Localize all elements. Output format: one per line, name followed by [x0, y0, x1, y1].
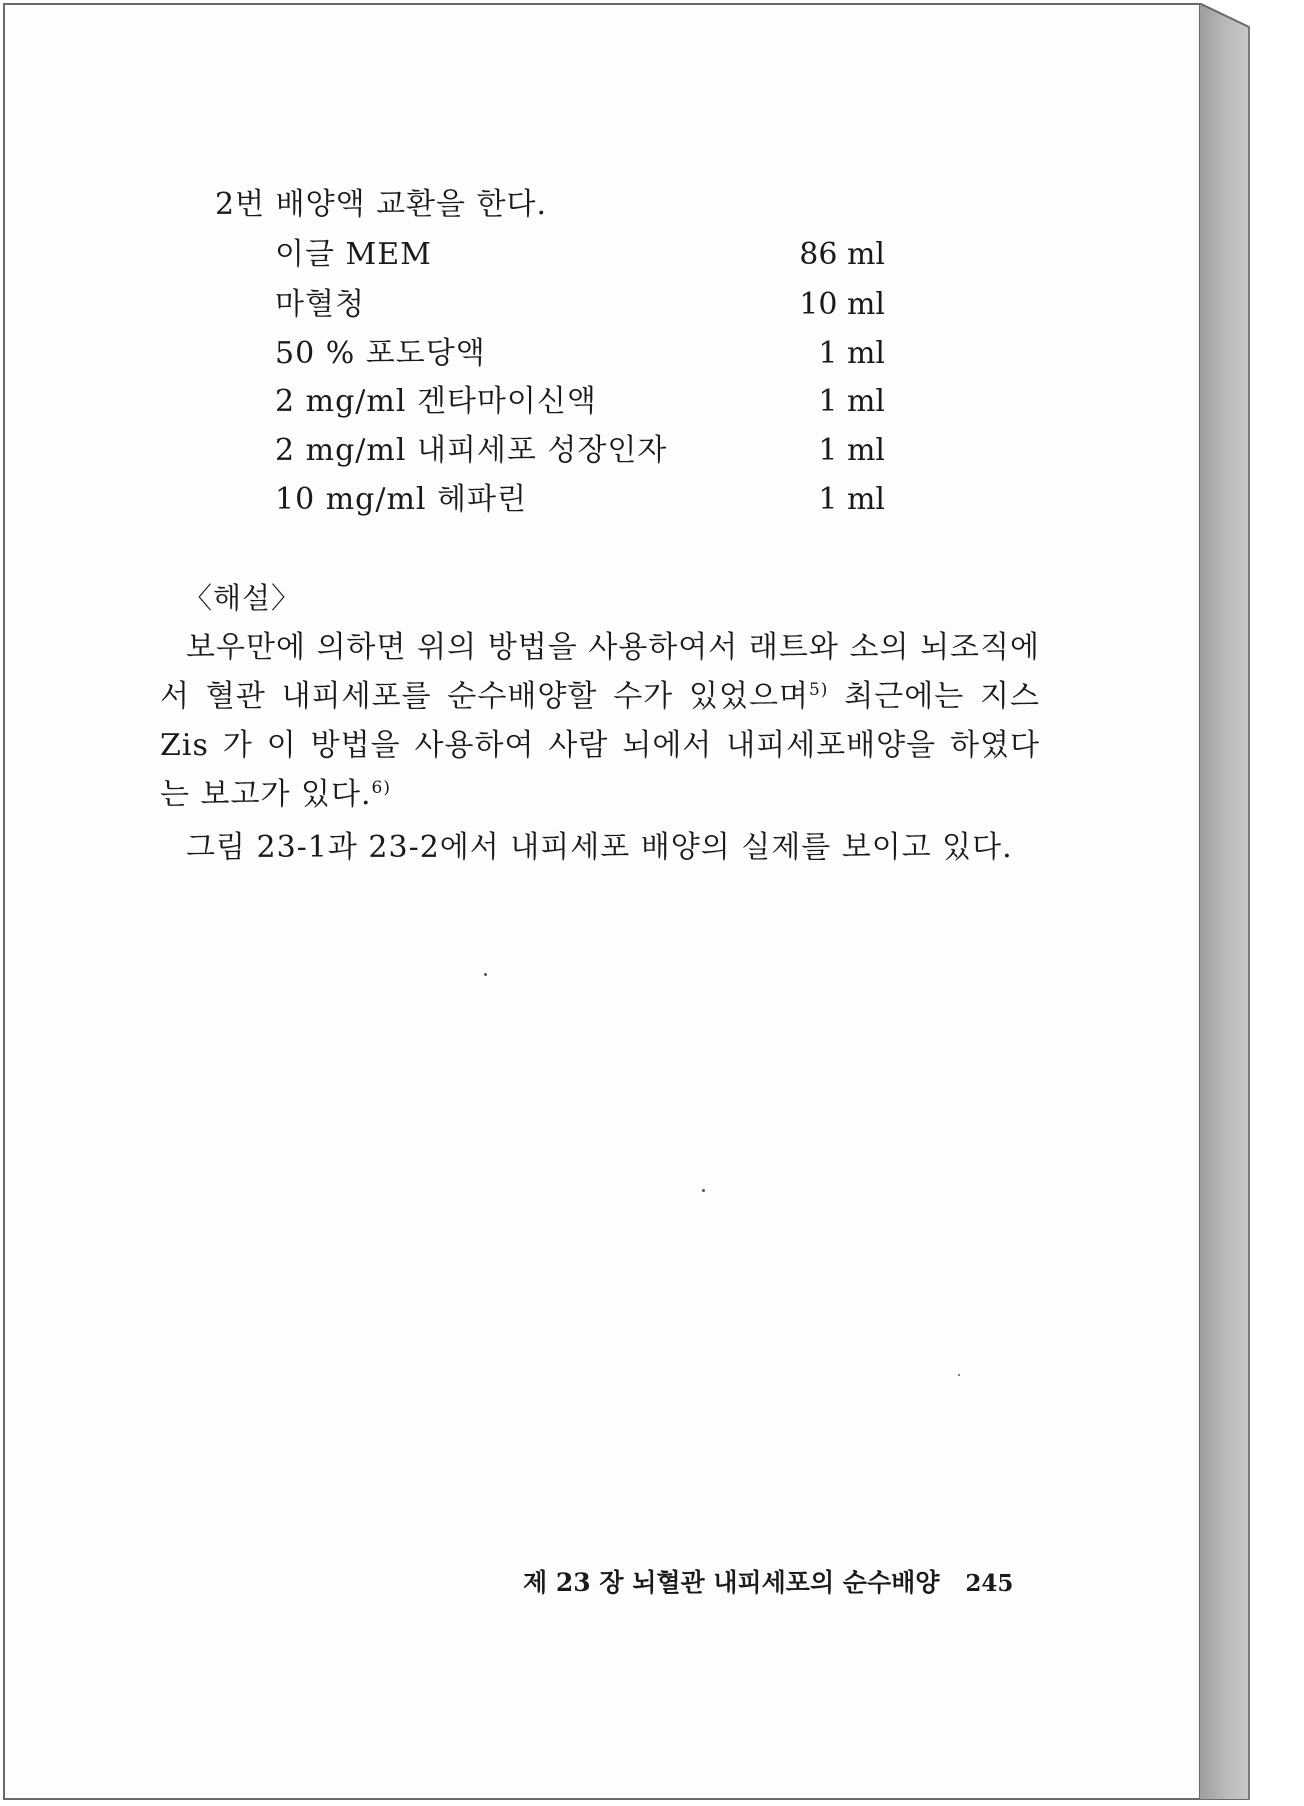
figure-reference-paragraph: 그림 23-1과 23-2에서 내피세포 배양의 실제를 보이고 있다.	[186, 830, 1013, 865]
recipe-row	[275, 283, 885, 327]
recipe-row	[275, 380, 885, 424]
print-speck	[702, 1189, 705, 1192]
ingredient-name: 이글 MEM	[275, 237, 432, 272]
ingredient-name: 10 mg/ml 헤파린	[275, 482, 527, 517]
reference-marker: 6)	[371, 778, 391, 798]
paragraph-text: 보우만에 의하면 위의 방법을 사용하여서 래트와 소의 뇌조직에서 혈관 내피세포를 순수배양할 수가 있었으며	[160, 630, 1040, 714]
page-footer	[523, 1565, 1013, 1602]
ingredient-amount: 1 ml	[818, 433, 885, 468]
ingredient-name: 2 mg/ml 겐타마이신액	[275, 384, 597, 419]
intro-line: 2번 배양액 교환을 한다.	[215, 187, 548, 222]
book-edge-shape	[1199, 3, 1295, 1800]
print-speck	[958, 1374, 960, 1376]
recipe-row	[275, 233, 885, 277]
reference-marker: 5)	[808, 680, 829, 700]
commentary-heading: 〈해설〉	[183, 581, 302, 615]
paragraph-text: 최근에는 지스 Zis 가 이 방법을 사용하여 사람 뇌에서 내피세포배양을 하였다는 보고가 있다.	[160, 679, 1040, 812]
recipe-row	[275, 478, 885, 522]
page-number: 245	[965, 1570, 1014, 1597]
recipe-row	[275, 429, 885, 473]
ingredient-amount: 86 ml	[799, 237, 885, 272]
print-speck	[484, 973, 487, 976]
recipe-row	[275, 332, 885, 376]
ingredient-amount: 10 ml	[799, 287, 885, 322]
ingredient-name: 50 % 포도당액	[275, 336, 486, 371]
ingredient-name: 2 mg/ml 내피세포 성장인자	[275, 433, 668, 468]
ingredient-amount: 1 ml	[818, 384, 885, 419]
running-chapter-title: 제 23 장 뇌혈관 내피세포의 순수배양	[523, 1568, 940, 1597]
ingredient-amount: 1 ml	[818, 336, 885, 371]
ingredient-amount: 1 ml	[818, 482, 885, 517]
book-edge	[1199, 3, 1295, 1800]
commentary-paragraph	[160, 623, 1040, 819]
book-page	[3, 3, 1201, 1800]
ingredient-name: 마혈청	[275, 287, 365, 322]
